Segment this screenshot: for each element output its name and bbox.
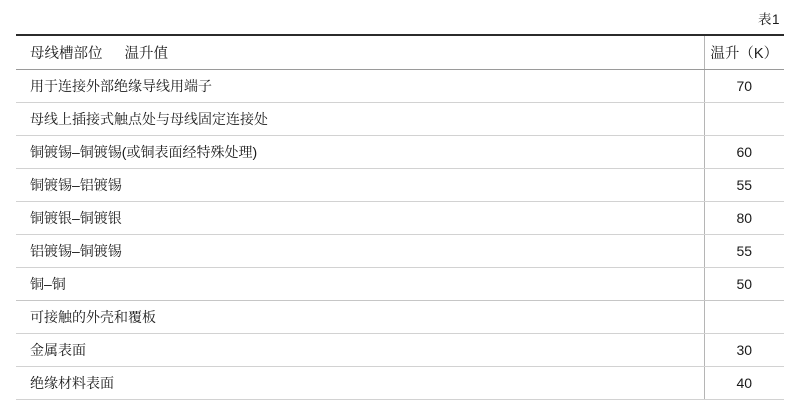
row-label: 绝缘材料表面 <box>16 366 704 399</box>
row-label: 铜镀锡–铜镀锡(或铜表面经特殊处理) <box>16 135 704 168</box>
table-row <box>16 135 784 168</box>
header-cell-part <box>16 35 704 69</box>
row-value: 80 <box>704 201 784 234</box>
row-label: 铜–铜 <box>16 267 704 300</box>
row-label: 可接触的外壳和覆板 <box>16 300 704 333</box>
table-row <box>16 168 784 201</box>
table-row <box>16 267 784 300</box>
row-label: 金属表面 <box>16 333 704 366</box>
row-value: 30 <box>704 333 784 366</box>
row-value: 60 <box>704 135 784 168</box>
table-caption-text: 表1 <box>757 12 780 27</box>
table-row <box>16 201 784 234</box>
table-body <box>16 69 784 399</box>
row-value <box>704 102 784 135</box>
table-header-row <box>16 35 784 69</box>
temperature-rise-table <box>16 34 784 400</box>
row-label: 铜镀银–铜镀银 <box>16 201 704 234</box>
table-row-section <box>16 102 784 135</box>
row-value: 55 <box>704 234 784 267</box>
row-label: 铜镀锡–铝镀锡 <box>16 168 704 201</box>
table-head <box>16 35 784 69</box>
table-caption <box>16 0 784 34</box>
row-value: 55 <box>704 168 784 201</box>
table-row <box>16 366 784 399</box>
row-value <box>704 300 784 333</box>
row-value: 40 <box>704 366 784 399</box>
table-row <box>16 234 784 267</box>
header-label-rise: 温升值 <box>124 45 169 62</box>
row-value: 70 <box>704 69 784 102</box>
row-value: 50 <box>704 267 784 300</box>
table-row <box>16 69 784 102</box>
header-cell-value: 温升（K） <box>704 35 784 69</box>
row-label: 用于连接外部绝缘导线用端子 <box>16 69 704 102</box>
row-label: 铝镀锡–铜镀锡 <box>16 234 704 267</box>
row-label: 母线上插接式触点处与母线固定连接处 <box>16 102 704 135</box>
table-row <box>16 333 784 366</box>
table-row-section <box>16 300 784 333</box>
header-label-part: 母线槽部位 <box>30 45 103 62</box>
